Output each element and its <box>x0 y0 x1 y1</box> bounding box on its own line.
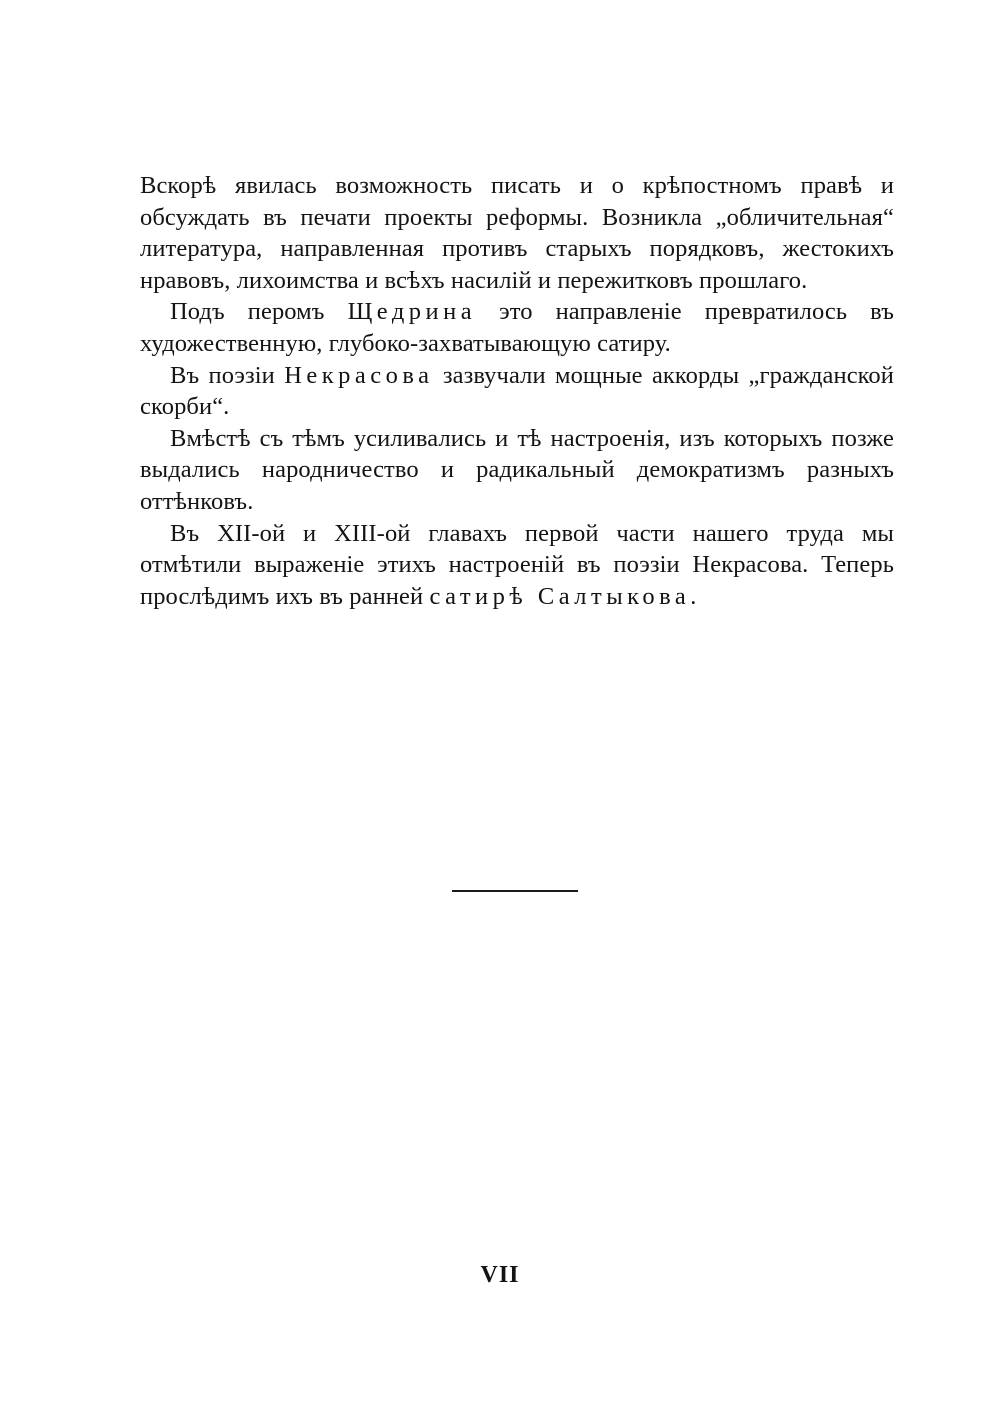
paragraph <box>140 296 894 359</box>
paragraph-text: . <box>690 582 697 610</box>
paragraph-text: зазвучали мощные аккорды „гражданской скорби“. <box>140 361 894 421</box>
spaced-name: Щедрина <box>347 298 477 326</box>
paragraph-text: Вмѣстѣ съ тѣмъ усиливались и тѣ настроенія, изъ которыхъ позже выдались народничество и радикальный демократизмъ разныхъ оттѣнковъ. <box>140 424 894 515</box>
paragraph <box>140 170 894 296</box>
section-divider-rule <box>452 890 578 892</box>
paragraph-text: Подъ перомъ <box>170 298 348 326</box>
paragraph-text: это направленіе превратилось въ художественную, глубоко-захватывающую сатиру. <box>140 298 894 357</box>
spaced-name: сатирѣ Салтыкова <box>429 582 691 610</box>
paragraph-text: Въ поэзіи <box>170 361 285 389</box>
spaced-name: Некрасова <box>284 361 434 389</box>
paragraph-text: Вскорѣ явилась возможность писать и о крѣпостномъ правѣ и обсуждать въ печати проекты реформы. Возникла „обличительная“ литература, направленная противъ старыхъ порядковъ, жестокихъ нравовъ, лихоимства и всѣхъ насилій и пережитковъ прошлаго. <box>140 172 894 294</box>
paragraph <box>140 423 894 518</box>
paragraph <box>140 518 894 613</box>
body-text <box>140 170 894 612</box>
page-number: VII <box>480 1262 520 1288</box>
paragraph-text: Въ XII-ой и XIII-ой главахъ первой части нашего труда мы отмѣтили выраженіе этихъ настроеній въ поэзіи Некрасова. Теперь прослѣдимъ ихъ въ ранней <box>140 519 894 610</box>
paragraph <box>140 360 894 423</box>
